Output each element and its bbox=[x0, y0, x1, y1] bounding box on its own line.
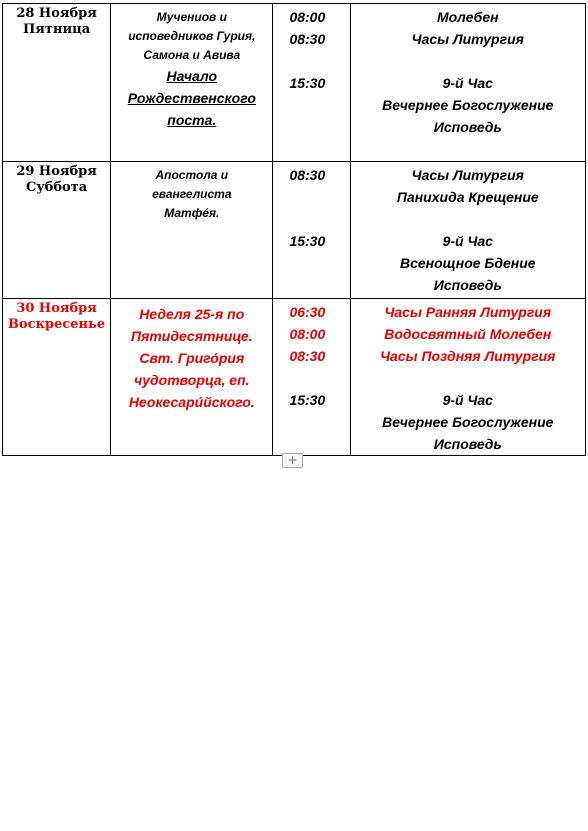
saint-line: Самона и Авива bbox=[143, 48, 241, 62]
service-name: Исповедь bbox=[433, 277, 502, 293]
weekday-label: Суббота bbox=[26, 180, 88, 195]
saint-cell bbox=[111, 299, 273, 456]
time-cell bbox=[273, 162, 350, 299]
service-time: 15:30 bbox=[289, 392, 326, 408]
service-name: Часы Литургия bbox=[411, 167, 524, 183]
service-time: 08:30 bbox=[289, 167, 326, 183]
fast-notice-line: поста. bbox=[167, 112, 217, 128]
service-schedule-table bbox=[2, 3, 586, 456]
saint-cell bbox=[111, 4, 273, 162]
date-cell bbox=[3, 299, 111, 456]
service-time: 08:30 bbox=[289, 31, 326, 47]
saint-line: Неокесари́йского. bbox=[128, 394, 255, 410]
fast-notice-line: Рождественского bbox=[127, 90, 256, 106]
add-row-button[interactable]: + bbox=[282, 453, 303, 468]
service-name: Часы Ранняя Литургия bbox=[384, 304, 552, 320]
saint-line: Неделя 25-я по bbox=[139, 306, 245, 322]
date-cell bbox=[3, 4, 111, 162]
service-time: 08:30 bbox=[289, 348, 326, 364]
saint-line: чудотворца, еп. bbox=[134, 372, 250, 388]
time-cell bbox=[273, 299, 350, 456]
service-name: Вечернее Богослужение bbox=[382, 97, 554, 113]
time-cell bbox=[273, 4, 350, 162]
service-time: 08:00 bbox=[289, 326, 326, 342]
saint-cell bbox=[111, 162, 273, 299]
service-name: 9-й Час bbox=[442, 392, 493, 408]
service-name: Всенощное Бдение bbox=[399, 255, 536, 271]
day-label: 30 Ноября bbox=[16, 301, 97, 316]
date-cell bbox=[3, 162, 111, 299]
saint-line: исповедников Гурия, bbox=[128, 29, 256, 43]
service-name: 9-й Час bbox=[442, 233, 493, 249]
saint-line: Матфе́я. bbox=[164, 206, 220, 220]
saint-line: Мучениов и bbox=[156, 10, 227, 24]
service-name: 9-й Час bbox=[442, 75, 493, 91]
service-name: Часы Литургия bbox=[411, 31, 524, 47]
service-time: 08:00 bbox=[289, 9, 326, 25]
service-cell bbox=[350, 162, 585, 299]
service-name: Панихида Крещение bbox=[396, 189, 539, 205]
saint-line: евангелиста bbox=[152, 187, 232, 201]
saint-line: Свт. Григо́рия bbox=[139, 350, 245, 366]
service-name: Водосвятный Молебен bbox=[384, 326, 552, 342]
service-name: Исповедь bbox=[433, 436, 502, 452]
service-name: Вечернее Богослужение bbox=[382, 414, 554, 430]
weekday-label: Пятница bbox=[23, 22, 91, 37]
service-time: 06:30 bbox=[289, 304, 326, 320]
service-name: Молебен bbox=[436, 9, 499, 25]
service-name: Исповедь bbox=[433, 119, 502, 135]
fast-notice-line: Начало bbox=[166, 68, 218, 84]
saint-line: Пятидесятнице. bbox=[131, 328, 253, 344]
service-time: 15:30 bbox=[289, 233, 326, 249]
service-cell bbox=[350, 299, 585, 456]
table-row bbox=[3, 4, 586, 162]
day-label: 28 Ноября bbox=[16, 6, 97, 21]
service-name: Часы Поздняя Литургия bbox=[380, 348, 556, 364]
table-row bbox=[3, 299, 586, 456]
saint-line: Апостола и bbox=[155, 168, 229, 182]
day-label: 29 Ноября bbox=[16, 164, 97, 179]
table-row bbox=[3, 162, 586, 299]
service-time: 15:30 bbox=[289, 75, 326, 91]
weekday-label: Воскресенье bbox=[8, 317, 106, 332]
service-cell bbox=[350, 4, 585, 162]
